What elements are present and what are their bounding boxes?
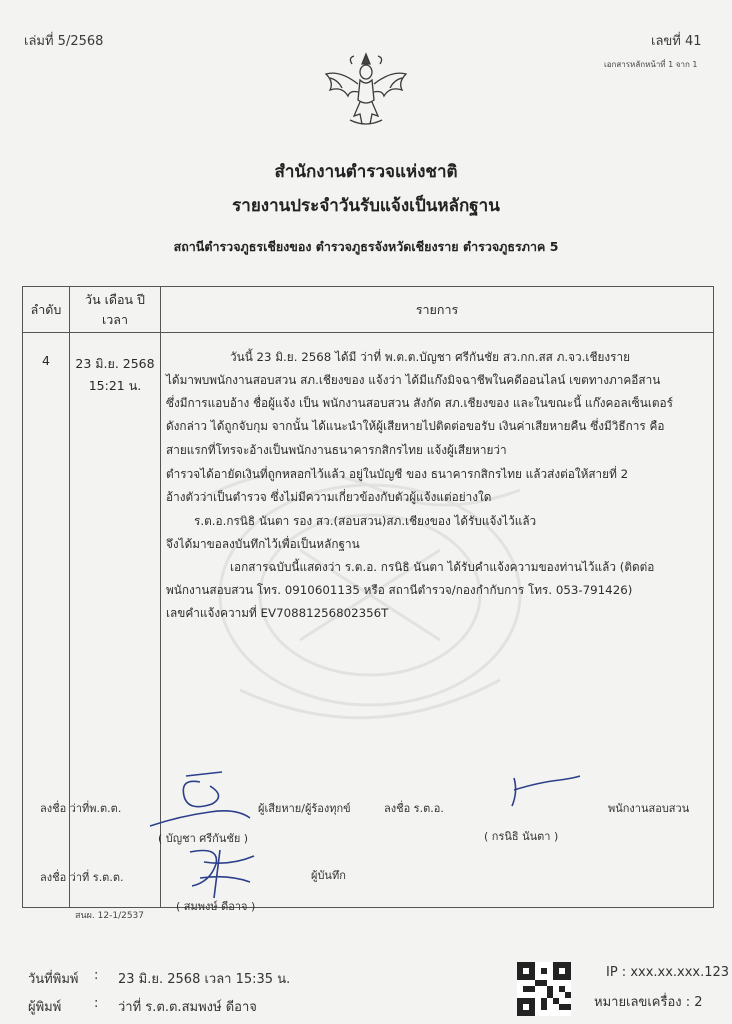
body-line: ตำรวจได้อายัดเงินที่ถูกหลอกไว้แล้ว อยู่ในบัญชี ของ ธนาคารกสิกรไทย แล้วส่งต่อให้สายที่ 2 xyxy=(166,467,629,481)
body-line: สายแรกที่โทรจะอ้างเป็นพนักงานธนาคารกสิกรไทย แจ้งผู้เสียหายว่า xyxy=(166,443,507,457)
body-line: อ้างตัวว่าเป็นตำรวจ ซึ่งไม่มีความเกี่ยวข้องกับตัวผู้แจ้งแต่อย่างใด xyxy=(166,490,492,504)
role-3: ผู้บันทึก xyxy=(311,869,346,882)
name-2: ( กรนิธิ นันตา ) xyxy=(484,830,559,843)
form-code: สนผ. 12-1/2537 xyxy=(75,911,145,921)
header-date-cell xyxy=(70,287,161,333)
page-number: เลขที่ 41 xyxy=(651,34,702,49)
sign-label-3: ลงชื่อ ว่าที่ ร.ต.ต. xyxy=(40,871,124,884)
role-1: ผู้เสียหาย/ผู้ร้องทุกข์ xyxy=(258,802,351,815)
body-line: พนักงานสอบสวน โทร. 0910601135 หรือ สถานีตำรวจ/กองกำกับการ โทร. 053-791426) xyxy=(166,583,633,597)
body-line: จึงได้มาขอลงบันทึกไว้เพื่อเป็นหลักฐาน xyxy=(166,537,360,551)
column-date-label: วัน เดือน ปี xyxy=(85,291,145,307)
header-item-cell xyxy=(161,287,714,333)
name-3: ( สมพงษ์ ดีอาจ ) xyxy=(176,900,256,913)
role-2: พนักงานสอบสวน xyxy=(608,802,690,815)
column-item-label: รายการ xyxy=(415,301,459,317)
book-number: เล่มที่ 5/2568 xyxy=(24,34,104,49)
body-line: เอกสารฉบับนี้แสดงว่า ร.ต.อ. กรนิธิ นันตา ได้รับคำแจ้งความของท่านไว้แล้ว (ติดต่อ xyxy=(230,560,655,574)
row-date: 23 มิ.ย. 2568 xyxy=(75,356,155,371)
printer-colon: : xyxy=(94,996,99,1011)
column-no-label: ลำดับ xyxy=(30,301,62,317)
signature-2-icon xyxy=(500,772,590,812)
body-line: ดังกล่าว ได้ถูกจับกุม จากนั้น ได้แนะนำให้ผู้เสียหายไปติดต่อขอรับ เงินค่าเสียหายคืน ซึ่งมีวิธีการ คือ xyxy=(166,419,665,433)
body-line: เลขคำแจ้งความที่ EV70881256802356T xyxy=(166,606,389,620)
body-line: ซึ่งมีการแอบอ้าง ชื่อผู้แจ้ง เป็น พนักงานสอบสวน สังกัด สภ.เชียงของ และในขณะนี้ แก๊งคอลเซ็นเตอร์ xyxy=(166,396,673,410)
qr-code-icon xyxy=(517,962,571,1016)
machine-number: หมายเลขเครื่อง : 2 xyxy=(594,995,703,1010)
signature-1-icon xyxy=(140,768,260,838)
print-date-colon: : xyxy=(94,968,99,983)
header-no-cell xyxy=(23,287,70,333)
ip-address: IP : xxx.xx.xxx.123 xyxy=(606,965,730,980)
name-1: ( บัญชา ศรีกันชัย ) xyxy=(158,832,249,845)
report-title: รายงานประจำวันรับแจ้งเป็นหลักฐาน xyxy=(232,196,500,216)
row-time: 15:21 น. xyxy=(88,378,142,393)
sign-label-2: ลงชื่อ ร.ต.อ. xyxy=(384,802,444,815)
print-date-value: 23 มิ.ย. 2568 เวลา 15:35 น. xyxy=(118,972,291,987)
row-no-cell xyxy=(23,333,70,908)
printer-label: ผู้พิมพ์ xyxy=(28,1000,62,1015)
agency-title: สำนักงานตำรวจแห่งชาติ xyxy=(274,162,458,182)
column-time-label: เวลา xyxy=(102,311,128,327)
print-date-label: วันที่พิมพ์ xyxy=(28,972,79,987)
station-subtitle: สถานีตำรวจภูธรเชียงของ ตำรวจภูธรจังหวัดเชียงราย ตำรวจภูธรภาค 5 xyxy=(173,239,559,254)
signature-3-icon xyxy=(170,842,270,902)
printer-value: ว่าที่ ร.ต.ต.สมพงษ์ ดีอาจ xyxy=(118,1000,257,1015)
garuda-emblem-icon xyxy=(320,50,412,132)
sign-label-1: ลงชื่อ ว่าที่พ.ต.ต. xyxy=(40,802,122,815)
body-line: วันนี้ 23 มิ.ย. 2568 ได้มี ว่าที่ พ.ต.ต.บัญชา ศรีกันชัย สว.กก.สส ภ.จว.เชียงราย xyxy=(230,350,630,364)
row-no: 4 xyxy=(42,353,50,368)
body-line: ร.ต.อ.กรนิธิ นันตา รอง สว.(สอบสวน)สภ.เชียงของ ได้รับแจ้งไว้แล้ว xyxy=(194,514,537,528)
page-of: เอกสารหลักหน้าที่ 1 จาก 1 xyxy=(604,60,698,69)
body-line: ได้มาพบพนักงานสอบสวน สภ.เชียงของ แจ้งว่า ได้มีแก๊งมิจฉาชีพในคดีออนไลน์ เขตทางภาคอีสาน xyxy=(166,373,661,387)
